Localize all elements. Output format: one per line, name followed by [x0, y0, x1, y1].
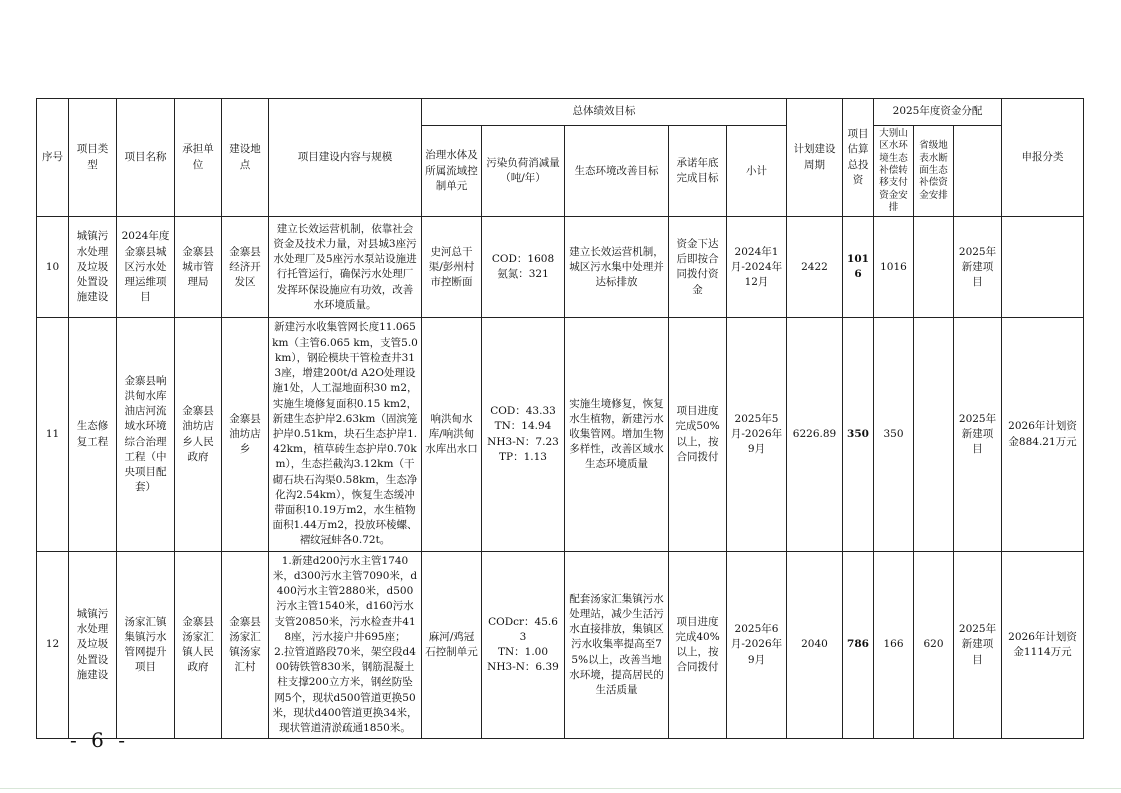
- row-name: 汤家汇镇集镇污水管网提升项目: [117, 551, 175, 739]
- row-unit: 金寨县油坊店乡人民政府: [175, 318, 222, 551]
- row-name: 金寨县响洪甸水库油店河流域水环境综合治理工程（中央项目配套）: [117, 318, 175, 551]
- row-fund-a: 350: [874, 318, 914, 551]
- col-fund-a: 大别山区水环境生态补偿转移支付资金安排: [874, 126, 914, 217]
- row-invest: 2422: [787, 217, 843, 318]
- row-type: 城镇污水处理及垃圾处置设施建设: [69, 217, 117, 318]
- table-row: [37, 318, 1084, 551]
- row-promise: 项目进度完成50%以上，按合同拨付: [669, 318, 727, 551]
- col-control: 治理水体及所属流域控制单元: [422, 126, 482, 217]
- project-table: [36, 98, 1084, 739]
- row-reduction: CODcr：45.63 TN：1.00 NH3-N：6.39: [482, 551, 565, 739]
- row-period: 2024年1月-2024年12月: [727, 217, 787, 318]
- scan-edge: [0, 788, 1121, 789]
- col-seq: 序号: [37, 99, 69, 217]
- row-eco: 建立长效运营机制，城区污水集中处理并达标排放: [565, 217, 669, 318]
- row-content: 1.新建d200污水主管1740米，d300污水主管7090米，d400污水主管2880米，d500污水主管1540米，d160污水支管20850米，污水检查井418座，污水接户井695座； 2.拉管道路段70米，架空段d400铸铁管830米，钢筋混凝土柱支撑200立方米，钢丝防坠网5个，现状d500管道更换50米，现状d400管道更换34米，现状管道清淤疏通1850米。: [269, 551, 422, 739]
- row-remark: [1002, 217, 1084, 318]
- row-place: 金寨县经济开发区: [222, 217, 269, 318]
- row-category: 2025年新建项目: [954, 551, 1002, 739]
- row-period: 2025年6月-2026年9月: [727, 551, 787, 739]
- row-type: 生态修复工程: [69, 318, 117, 551]
- row-fund-b: 620: [914, 551, 954, 739]
- col-name: 项目名称: [117, 99, 175, 217]
- col-subtotal: 小计: [727, 126, 787, 217]
- col-invest: 项目估算总投资: [843, 99, 874, 217]
- col-content: 项目建设内容与规模: [269, 99, 422, 217]
- row-control: 响洪甸水库/响洪甸水库出水口: [422, 318, 482, 551]
- row-remark: 2026年计划资金1114万元: [1002, 551, 1084, 739]
- row-seq: 11: [37, 318, 69, 551]
- row-promise: 资金下达后即按合同拨付资金: [669, 217, 727, 318]
- row-place: 金寨县油坊店乡: [222, 318, 269, 551]
- row-control: 史河总干渠/彭州村市控断面: [422, 217, 482, 318]
- col-type: 项目类型: [69, 99, 117, 217]
- row-place: 金寨县汤家汇镇汤家汇村: [222, 551, 269, 739]
- row-invest: 6226.89: [787, 318, 843, 551]
- col-promise: 承诺年底完成目标: [669, 126, 727, 217]
- row-type: 城镇污水处理及垃圾处置设施建设: [69, 551, 117, 739]
- row-category: 2025年新建项目: [954, 217, 1002, 318]
- col-category: 申报分类: [1002, 99, 1084, 217]
- row-control: 麻河/鸡冠石控制单元: [422, 551, 482, 739]
- row-remark: 2026年计划资金884.21万元: [1002, 318, 1084, 551]
- col-unit: 承担单位: [175, 99, 222, 217]
- row-unit: 金寨县城市管理局: [175, 217, 222, 318]
- row-invest: 2040: [787, 551, 843, 739]
- row-reduction: COD：1608 氨氮：321: [482, 217, 565, 318]
- row-fund-a: 1016: [874, 217, 914, 318]
- col-group-funding: 2025年度资金分配: [874, 99, 1002, 126]
- col-eco: 生态环境改善目标: [565, 126, 669, 217]
- row-fund-b: [914, 217, 954, 318]
- col-period: 计划建设周期: [787, 99, 843, 217]
- row-fund-a: 166: [874, 551, 914, 739]
- row-promise: 项目进度完成40%以上，按合同拨付: [669, 551, 727, 739]
- row-subtotal: 1016: [843, 217, 874, 318]
- row-subtotal: 786: [843, 551, 874, 739]
- row-category: 2025年新建项目: [954, 318, 1002, 551]
- header-row-1: [37, 99, 1084, 126]
- row-name: 2024年度金寨县城区污水处理运维项目: [117, 217, 175, 318]
- col-reduction: 污染负荷消减量（吨/年）: [482, 126, 565, 217]
- row-content: 新建污水收集管网长度11.065km（主管6.065 km，支管5.0 km），钢砼模块干管检查井313座，增建200t/d A2O处理设施1处，人工湿地面积30 m2，实施生境修复面积0.15 km2，新建生态护岸2.63km（固滨笼护岸0.51km，块石生态护岸1.42km，植草砖生态护岸0.70km），生态拦截沟3.12km（干砌石块石沟渠0.58km，生态净化沟2.54km），恢复生态缓冲带面积10.19万m2，水生植物面积1.44万m2，投放环棱螺、褶纹冠蚌各0.72t。: [269, 318, 422, 551]
- table-row: [37, 551, 1084, 739]
- table-row: [37, 217, 1084, 318]
- col-place: 建设地点: [222, 99, 269, 217]
- row-content: 建立长效运营机制，依靠社会资金及技术力量，对县城3座污水处理厂及5座污水泵站设施进行托管运行，确保污水处理厂发挥环保设施应有功效，改善水环境质量。: [269, 217, 422, 318]
- row-reduction: COD：43.33 TN：14.94 NH3-N：7.23 TP：1.13: [482, 318, 565, 551]
- page-number: - 6 -: [70, 728, 129, 752]
- row-seq: 12: [37, 551, 69, 739]
- row-unit: 金寨县汤家汇镇人民政府: [175, 551, 222, 739]
- row-period: 2025年5月-2026年9月: [727, 318, 787, 551]
- col-fund-b: 省级地表水断面生态补偿资金安排: [914, 126, 954, 217]
- row-seq: 10: [37, 217, 69, 318]
- row-eco: 实施生境修复，恢复水生植物，新建污水收集管网。增加生物多样性，改善区域水生态环境质量: [565, 318, 669, 551]
- row-subtotal: 350: [843, 318, 874, 551]
- row-fund-b: [914, 318, 954, 551]
- col-group-performance: 总体绩效目标: [422, 99, 787, 126]
- row-eco: 配套汤家汇集镇污水处理站，减少生活污水直接排放，集镇区污水收集率提高至75%以上，改善当地水环境，提高居民的生活质量: [565, 551, 669, 739]
